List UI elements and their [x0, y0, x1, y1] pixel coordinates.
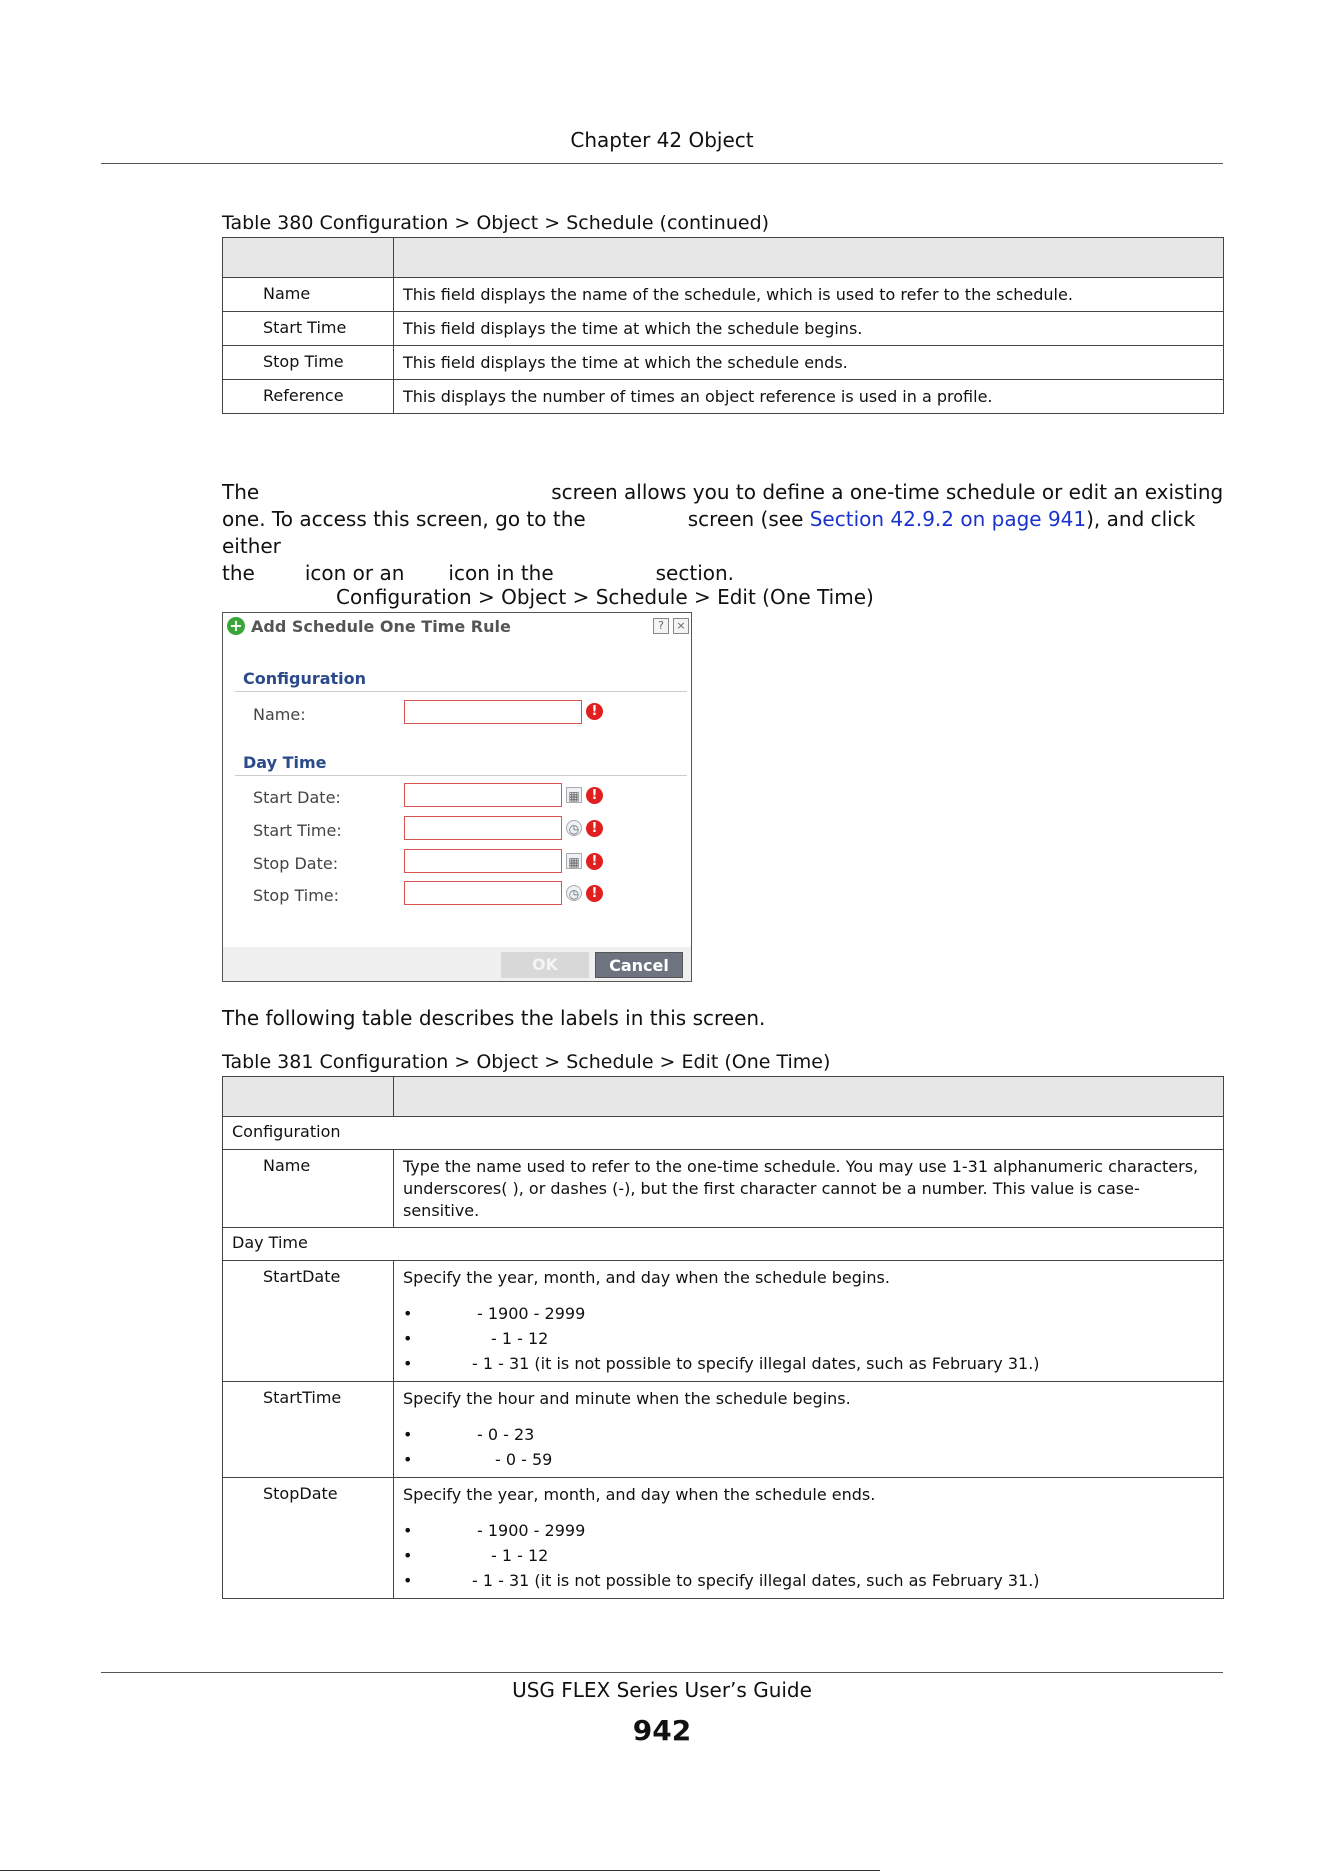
intro-text: icon or an — [304, 561, 405, 585]
footer-rule — [101, 1672, 1223, 1673]
bullet-glyph: • — [403, 1450, 413, 1469]
intro-text: section. — [655, 561, 735, 585]
name-input[interactable] — [404, 700, 582, 724]
table-header-cell — [394, 238, 1224, 278]
intro-text: The — [222, 480, 260, 504]
section-row-label: Configuration — [223, 1117, 1224, 1150]
table-intro: The following table describes the labels in this screen. — [222, 1006, 766, 1030]
desc-cell: This displays the number of times an object reference is used in a profile. — [394, 380, 1224, 414]
intro-line-3 — [222, 560, 1224, 587]
start-date-label: Start Date: — [253, 788, 341, 807]
stop-date-label: Stop Date: — [253, 854, 339, 873]
bullet-glyph: • — [403, 1546, 413, 1565]
desc-text: Specify the hour and minute when the schedule begins. — [403, 1389, 851, 1408]
bullet-list — [403, 1518, 1215, 1593]
table-row — [223, 1261, 1224, 1382]
start-date-input[interactable] — [404, 783, 562, 807]
field-cell: Name — [223, 278, 394, 312]
clock-icon[interactable]: ◷ — [566, 885, 582, 901]
stop-date-input[interactable] — [404, 849, 562, 873]
table-row — [223, 1228, 1224, 1261]
table-380 — [222, 237, 1224, 414]
list-item-text: - 1900 - 2999 — [477, 1521, 586, 1540]
table-row — [223, 1478, 1224, 1599]
section-row-label: Day Time — [223, 1228, 1224, 1261]
table-row — [223, 380, 1224, 414]
list-item — [403, 1543, 1215, 1568]
list-item-text: - 1 - 12 — [491, 1546, 549, 1565]
bullet-glyph: • — [403, 1329, 413, 1348]
field-cell: Reference — [223, 380, 394, 414]
list-item-text: - 1 - 31 (it is not possible to specify illegal dates, such as February 31.) — [472, 1571, 1040, 1590]
required-icon: ! — [586, 787, 603, 804]
section-divider — [235, 691, 687, 692]
list-item — [403, 1518, 1215, 1543]
field-cell: Stop Time — [223, 346, 394, 380]
list-item-text: - 1900 - 2999 — [477, 1304, 586, 1323]
cancel-button[interactable]: Cancel — [595, 952, 683, 978]
list-item-text: - 0 - 59 — [495, 1450, 553, 1469]
bullet-glyph: • — [403, 1521, 413, 1540]
bullet-glyph: • — [403, 1571, 413, 1590]
header-rule — [101, 163, 1223, 164]
table-row — [223, 1382, 1224, 1478]
desc-cell: Type the name used to refer to the one-time schedule. You may use 1-31 alphanumeric characters, underscores( ), or dashes (-), but the first character cannot be a number. This value is case-sensitive. — [394, 1150, 1224, 1228]
name-label: Name: — [253, 705, 306, 724]
required-icon: ! — [586, 820, 603, 837]
desc-cell: This field displays the time at which the schedule begins. — [394, 312, 1224, 346]
field-cell: StartTime — [223, 1382, 394, 1478]
list-item — [403, 1351, 1215, 1376]
bullet-glyph: • — [403, 1354, 413, 1373]
required-icon: ! — [586, 853, 603, 870]
desc-cell — [394, 1478, 1224, 1599]
stop-time-input[interactable] — [404, 881, 562, 905]
table-header-cell — [223, 238, 394, 278]
section-configuration: Configuration — [243, 669, 367, 688]
start-time-label: Start Time: — [253, 821, 342, 840]
list-item — [403, 1422, 1215, 1447]
bullet-list — [403, 1422, 1215, 1472]
calendar-icon[interactable]: ▦ — [566, 787, 582, 803]
desc-cell: This field displays the name of the schedule, which is used to refer to the schedule. — [394, 278, 1224, 312]
intro-text: icon in the — [448, 561, 554, 585]
figure-caption: Configuration > Object > Schedule > Edit (One Time) — [336, 585, 874, 609]
desc-cell — [394, 1382, 1224, 1478]
list-item-text: - 0 - 23 — [477, 1425, 535, 1444]
schedule-dialog — [222, 612, 692, 982]
dialog-title: Add Schedule One Time Rule — [251, 617, 511, 636]
list-item — [403, 1568, 1215, 1593]
desc-cell: This field displays the time at which the schedule ends. — [394, 346, 1224, 380]
page-number: 942 — [632, 1714, 692, 1747]
table-header-cell — [223, 1077, 394, 1117]
desc-cell — [394, 1261, 1224, 1382]
field-cell: StopDate — [223, 1478, 394, 1599]
table-row — [223, 312, 1224, 346]
intro-line-2 — [222, 506, 1224, 560]
stop-time-label: Stop Time: — [253, 886, 340, 905]
list-item-text: - 1 - 31 (it is not possible to specify illegal dates, such as February 31.) — [472, 1354, 1040, 1373]
bullet-list — [403, 1301, 1215, 1376]
intro-paragraph — [222, 479, 1224, 587]
field-cell: Start Time — [223, 312, 394, 346]
table-row — [223, 1117, 1224, 1150]
table-row — [223, 346, 1224, 380]
table-381 — [222, 1076, 1224, 1599]
table-row — [223, 278, 1224, 312]
bullet-glyph: • — [403, 1304, 413, 1323]
list-item — [403, 1326, 1215, 1351]
intro-text: ), and click either — [222, 507, 1196, 558]
table-381-caption: Table 381 Configuration > Object > Schedule > Edit (One Time) — [222, 1051, 831, 1073]
bullet-glyph: • — [403, 1425, 413, 1444]
dialog-titlebar — [223, 613, 691, 641]
close-icon[interactable]: × — [673, 618, 689, 634]
table-header-cell — [394, 1077, 1224, 1117]
intro-text: the — [222, 561, 255, 585]
section-divider — [235, 775, 687, 776]
section-day-time: Day Time — [243, 753, 327, 772]
chapter-header: Chapter 42 Object — [570, 128, 754, 152]
required-icon: ! — [586, 703, 603, 720]
list-item — [403, 1447, 1215, 1472]
add-icon: + — [227, 617, 245, 635]
intro-line-1 — [222, 479, 1224, 506]
intro-text: one. To access this screen, go to the — [222, 507, 586, 531]
ok-button[interactable]: OK — [501, 952, 589, 978]
help-icon[interactable]: ? — [653, 618, 669, 634]
section-link[interactable]: Section 42.9.2 on page 941 — [809, 507, 1087, 531]
desc-text: Specify the year, month, and day when the schedule ends. — [403, 1485, 876, 1504]
list-item-text: - 1 - 12 — [491, 1329, 549, 1348]
desc-text: Specify the year, month, and day when the schedule begins. — [403, 1268, 890, 1287]
table-380-caption: Table 380 Configuration > Object > Schedule (continued) — [222, 212, 770, 234]
field-cell: StartDate — [223, 1261, 394, 1382]
bottom-rule — [0, 1870, 880, 1871]
required-icon: ! — [586, 885, 603, 902]
guide-title: USG FLEX Series User’s Guide — [512, 1678, 812, 1702]
calendar-icon[interactable]: ▦ — [566, 853, 582, 869]
field-cell: Name — [223, 1150, 394, 1228]
intro-text: screen (see — [687, 507, 810, 531]
intro-text: screen allows you to define a one-time schedule or edit an existing — [551, 480, 1224, 504]
clock-icon[interactable]: ◷ — [566, 820, 582, 836]
start-time-input[interactable] — [404, 816, 562, 840]
table-row — [223, 1150, 1224, 1228]
list-item — [403, 1301, 1215, 1326]
dialog-footer — [223, 947, 691, 981]
